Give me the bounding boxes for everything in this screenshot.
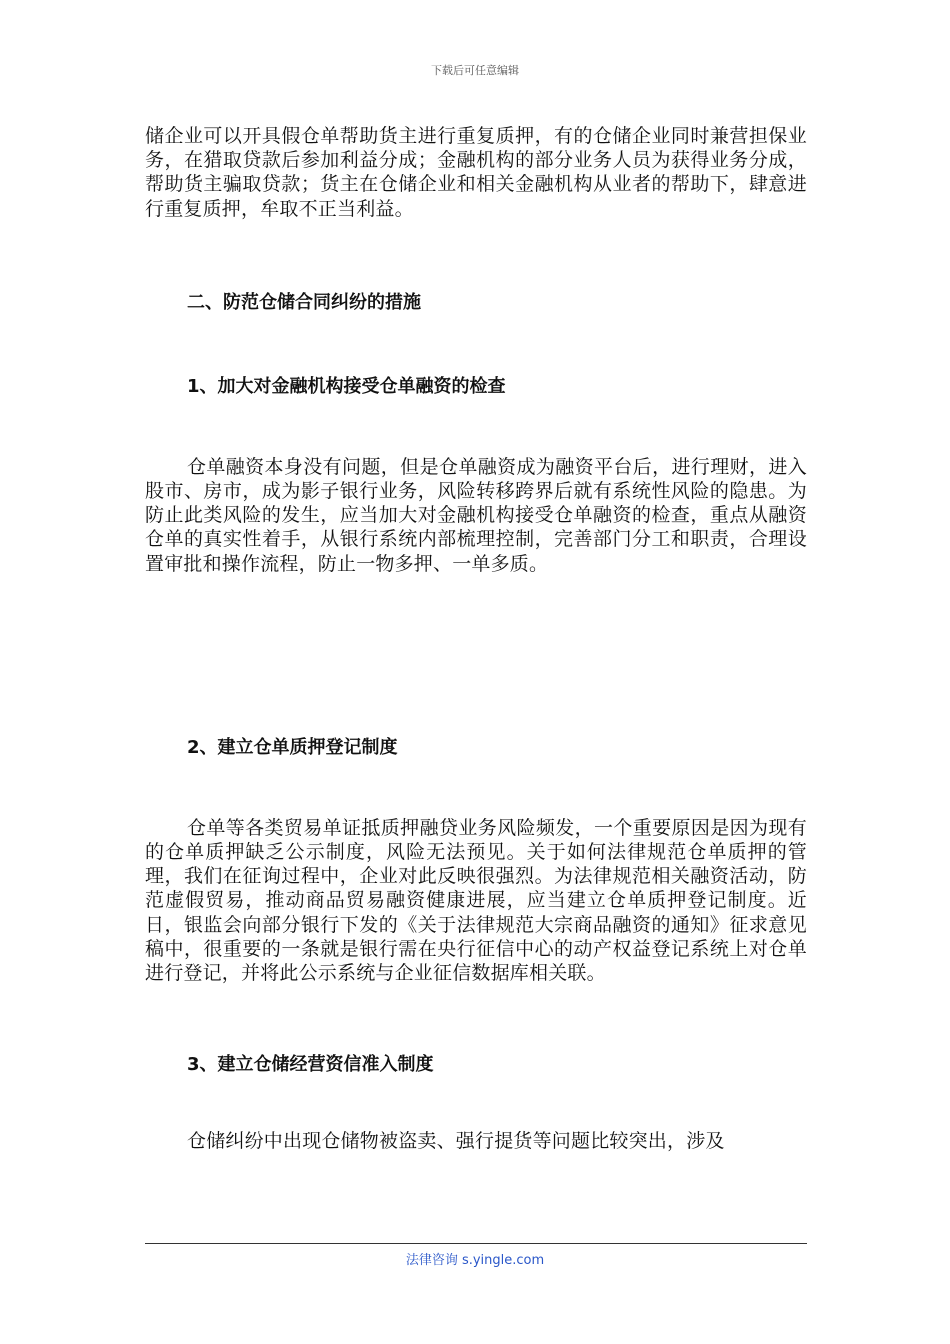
page-header: 下载后可任意编辑 bbox=[431, 64, 519, 77]
subheading-2: 2、建立仓单质押登记制度 bbox=[187, 736, 398, 758]
footer-divider bbox=[145, 1243, 807, 1244]
section-heading-2: 二、防范仓储合同纠纷的措施 bbox=[187, 291, 421, 313]
paragraph-continued: 储企业可以开具假仓单帮助货主进行重复质押，有的仓储企业同时兼营担保业务，在猎取贷款后参加利益分成；金融机构的部分业务人员为获得业务分成，帮助货主骗取贷款；货主在仓储企业和相关金融机构从业者的帮助下，肆意进行重复质押，牟取不正当利益。 bbox=[145, 125, 807, 220]
paragraph-1: 仓单融资本身没有问题，但是仓单融资成为融资平台后，进行理财，进入股市、房市，成为影子银行业务，风险转移跨界后就有系统性风险的隐患。为防止此类风险的发生，应当加大对金融机构接受仓单融资的检查，重点从融资仓单的真实性着手，从银行系统内部梳理控制，完善部门分工和职责，合理设置审批和操作流程，防止一物多押、一单多质。 bbox=[145, 455, 807, 575]
paragraph-2: 仓单等各类贸易单证抵质押融贷业务风险频发，一个重要原因是因为现有的仓单质押缺乏公示制度，风险无法预见。关于如何法律规范仓单质押的管理，我们在征询过程中，企业对此反映很强烈。为法律规范相关融资活动，防范虚假贸易，推动商品贸易融资健康进展，应当建立仓单质押登记制度。近日，银监会向部分银行下发的《关于法律规范大宗商品融资的通知》征求意见稿中，很重要的一条就是银行需在央行征信中心的动产权益登记系统上对仓单进行登记，并将此公示系统与企业征信数据库相关联。 bbox=[145, 816, 807, 985]
subheading-1: 1、加大对金融机构接受仓单融资的检查 bbox=[187, 375, 506, 397]
paragraph-3: 仓储纠纷中出现仓储物被盗卖、强行提货等问题比较突出，涉及 bbox=[187, 1130, 725, 1153]
document-body bbox=[145, 124, 807, 1153]
subheading-3: 3、建立仓储经营资信准入制度 bbox=[187, 1054, 434, 1076]
page-footer: 法律咨询 s.yingle.com bbox=[405, 1253, 545, 1268]
